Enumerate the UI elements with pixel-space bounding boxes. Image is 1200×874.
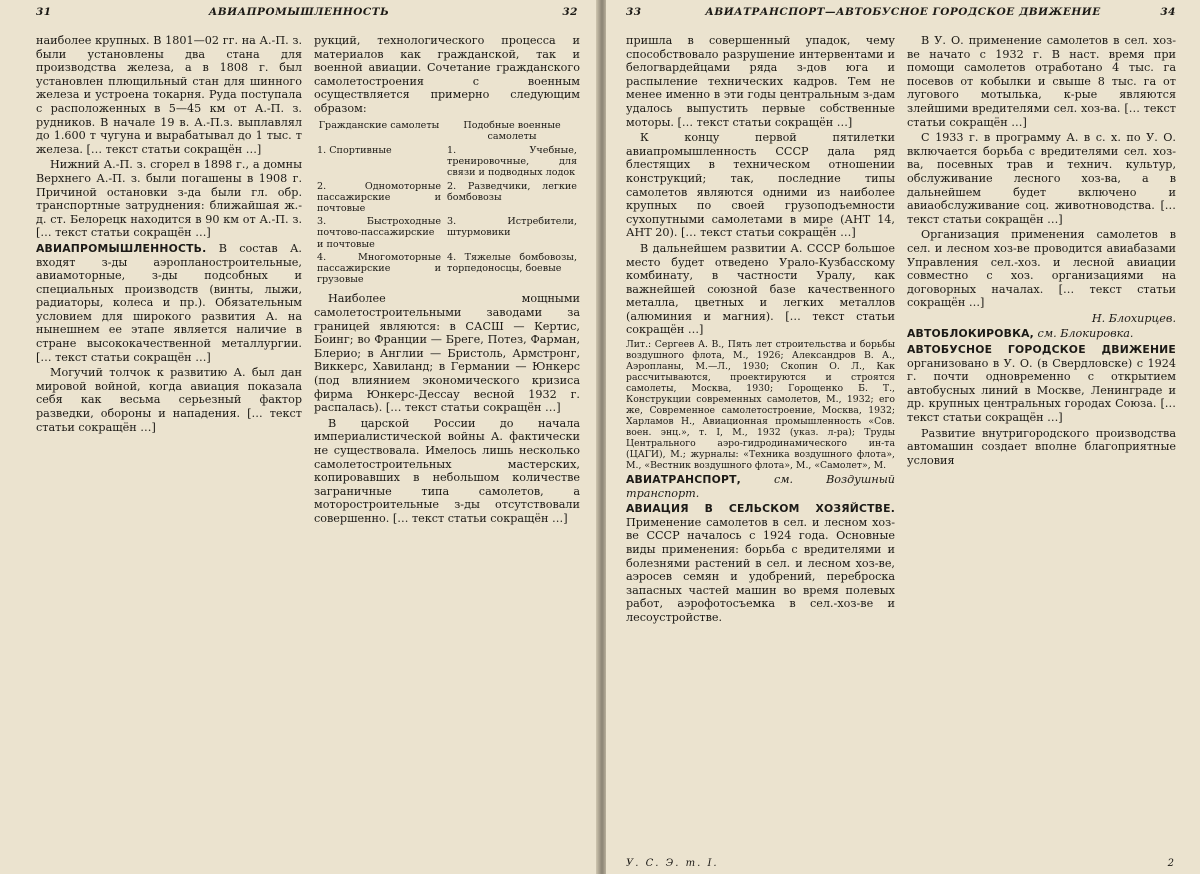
paragraph: Могучий толчок к развитию А. был дан мировой войной, когда авиация показала себя как весьма серьезный фактор разведки, обороны и нападения. [… текст статьи сокращён …] [36,366,302,434]
table-cell: 3. Истребители, штурмовики [447,216,577,239]
page-number-32: 32 [562,6,578,18]
article-heading: АВТОБУСНОЕ ГОРОДСКОЕ ДВИЖЕНИЕ [907,343,1176,357]
table-cell: 4. Тяжелые бомбовозы, торпедоносцы, боевые [447,251,577,274]
article-heading: АВИАЦИЯ В СЕЛЬСКОМ ХОЗЯЙСТВЕ. [626,502,895,516]
paragraph-text: Применение самолетов в сел. и лесном хоз-ве СССР началось с 1924 года. Основные виды применения: борьба с вредителями и болезнями растений в сел. и лесном хоз-ве, аэросев семян и удобрений, переброска запасных частей машин во время полевых работ, аэрофотосъемка в сел.-хоз-ве и лесоустройстве. [626,515,895,624]
paragraph: наиболее крупных. В 1801—02 гг. на А.-П. з. были установлены два стана для производства железа, а в 1808 г. был установлен плющильный стан для шинного железа и устроена токарня. Руда поступала с расположенных в 5—45 км от А.-П. з. рудников. В начале 19 в. А.-П.з. выплавлял до 1.600 т чугуна и вырабатывал до 1 тыс. т железа. [… текст статьи сокращён …] [36,34,302,156]
table-row [314,180,580,216]
article-heading: АВТОБЛОКИРОВКА, [907,327,1034,341]
running-title-left: АВИАПРОМЫШЛЕННОСТЬ [208,6,390,18]
volume-mark: У. С. Э. т. I. [626,858,719,869]
article-heading: АВИАТРАНСПОРТ, [626,473,741,487]
article-aviaprom [36,242,302,364]
paragraph: В У. О. применение самолетов в сел. хоз-ве начато с 1932 г. В наст. время при помощи самолетов отработано 4 тыс. га посевов от кобылки и свыше 8 тыс. га от лугового мотылька, к-рые являются злейшими вредителями сел. хоз-ва. [… текст статьи сокращён …] [907,34,1176,129]
table-row [314,144,580,180]
column-4 [907,34,1176,856]
paragraph: В дальнейшем развитии А. СССР большое место будет отведено Урало-Кузбасскому комбинату, в частности Уралу, как важнейшей союзной базе качественного металла, цветных и легких металлов (алюминия и магния). [… текст статьи сокращён …] [626,241,895,337]
running-title-right: АВИАТРАНСПОРТ—АВТОБУСНОЕ ГОРОДСКОЕ ДВИЖЕНИЕ [705,6,1101,18]
table-header-military: Подобные военные самолеты [463,119,561,142]
page-number-33: 33 [626,6,642,18]
paragraph: Организация применения самолетов в сел. и лесном хоз-ве проводится авиабазами Управления сел.-хоз. и лесной авиации совместно с хоз. организациями на договорных началах. [… текст статьи сокращён …] [907,228,1176,310]
article-heading: АВИАПРОМЫШЛЕННОСТЬ. [36,241,207,255]
paragraph: Развитие внутригородского производства автомашин создает вполне благоприятные условия [907,426,1176,467]
running-head-right [606,6,1200,22]
column-3 [626,34,895,856]
author-signature: Н. Блохирцев. [1091,311,1176,325]
table-header-civil: Гражданские самолеты [318,119,440,131]
table-cell: 2. Разведчики, легкие бомбовозы [447,180,577,203]
paragraph: рукций, технологического процесса и материалов как гражданской, так и военной авиации. Сочетание гражданского самолетостроения с военным осуществляется примерно следующим образом: [314,34,580,115]
table-cell: 3. Быстроходные почтово-пассажирские и почтовые [317,216,442,250]
table-cell: 4. Многомоторные пассажирские и грузовые [317,251,442,286]
right-columns [626,34,1176,856]
paragraph: Наиболее мощными самолетостроительными заводами за границей являются: в САСШ — Кертис, Боинг; во Франции — Бреге, Потез, Фарман, Блерио; в Англии — Бристоль, Армстронг, Виккерс, Хавиланд; в Германии — Юнкерс (под влиянием экономического кризиса фирма Юнкерс-Дессау весной 1932 г. распалась). [… текст статьи сокращён …] [314,292,580,415]
left-columns [36,34,580,856]
paragraph: В царской России до начала империалистической войны А. фактически не существовала. Имелось лишь несколько самолетостроительных мастерских, копировавших в небольшом количестве заграничные типа самолетов, а моторостроительные з-ды отсутствовали совершенно. [… текст статьи сокращён …] [314,416,580,525]
table-cell: 1. Спортивные [317,144,392,156]
cross-reference: см. Блокировка. [1037,327,1134,341]
paragraph: Нижний А.-П. з. сгорел в 1898 г., а домны Верхнего А.-П. з. были погашены в 1908 г. Причиной остановки з-да были гл. обр. транспортные затруднения: ближайшая ж.-д. ст. Белорецк находится в 90 км от А.-П. з. [… текст статьи сокращён …] [36,158,302,240]
page-number-34: 34 [1160,6,1176,18]
column-1 [36,34,302,856]
literature-references: Лит.: Сергеев А. В., Пять лет строительства и борьбы воздушного флота, М., 1926; Александров В. А., Аэропланы, М.—Л., 1930; Скопин О. Л., Как рассчитываются, проектируются и строятся самолеты, Москва, 1930; Горощенко Б. Т., Конструкции современных самолетов, М., 1932; его же, Современное самолетостроение, Москва, 1932; Харламов Н., Авиационная промышленность «Сов. воен. энц.», т. I, М., 1932 (указ. л-ра); Труды Центрального аэро-гидродинамического ин-та (ЦАГИ), М.; журналы: «Техника воздушного флота», М., «Вестник воздушного флота», М., «Самолет», М. [626,339,895,472]
aircraft-table [314,118,580,287]
article-aviatransport [626,473,895,500]
article-bus-traffic [907,343,1176,425]
table-row [314,215,580,251]
paragraph: С 1933 г. в программу А. в с. х. по У. О. включается борьба с вредителями сел. хоз-ва, посевных трав и технич. культур, обслуживание лесного хоз-ва, а в дальнейшем будет включено и авиаобслуживание соц. животноводства. [… текст статьи сокращён …] [907,131,1176,226]
column-2 [314,34,580,856]
running-head-left [0,6,598,22]
signature-number: 2 [1167,858,1176,869]
article-autoblock [907,327,1176,341]
paragraph-text: организовано в У. О. (в Свердловске) с 1924 г. почти одновременно с открытием автобусных линий в Москве, Ленинграде и др. крупных центральных городах Союза. [… текст статьи сокращён …] [907,356,1176,425]
table-cell: 2. Одномоторные пассажирские и почтовые [317,180,442,214]
page-number-31: 31 [36,6,52,18]
right-page [606,0,1200,874]
cross-reference: см. Воздушный транспорт. [626,473,895,500]
paragraph-text: В состав А. входят з-ды аэропланостроительные, авиамоторные, з-ды подсобных и специальных производств (винты, лыжи, радиаторы, колеса и пр.). Обязательным условием для широкого развития А. на нынешнем ее этапе является наличие в стране высококачественной металлургии. [… текст статьи сокращён …] [36,241,302,364]
table-row [314,251,580,287]
table-cell: 1. Учебные, тренировочные, для связи и подводных лодок [447,144,577,179]
left-page [0,0,598,874]
paragraph: пришла в совершенный упадок, чему способствовало разрушение интервентами и белогвардейцами ряда з-дов юга и распыление технических кадров. Тем не менее именно в эти годы центральным з-дам удалось выпустить первые собственные моторы. [… текст статьи сокращён …] [626,34,895,129]
paragraph: К концу первой пятилетки авиапромышленность СССР дала ряд блестящих в техническом отношении конструкций; так, последние типы самолетов являются одними из наиболее крупных по своей грузоподъемности сухопутными самолетами в мире (АНТ 14, АНТ 20). [… текст статьи сокращён …] [626,131,895,240]
article-agri-aviation [626,502,895,624]
